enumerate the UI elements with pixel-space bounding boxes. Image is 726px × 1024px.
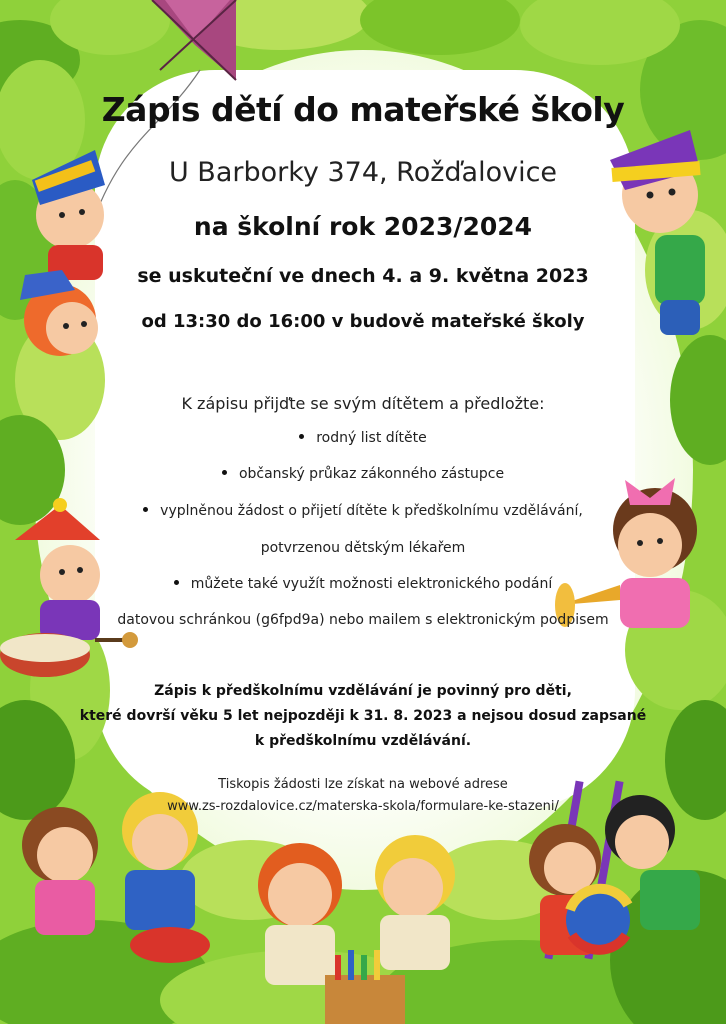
school-year: na školní rok 2023/2024 <box>193 212 533 241</box>
obligatory-notice-line: Zápis k předškolnímu vzdělávání je povinný pro děti, <box>154 683 572 699</box>
obligatory-notice-line: k předškolnímu vzdělávání. <box>254 733 472 749</box>
requirement-item: vyplněnou žádost o přijetí dítěte k předškolnímu vzdělávání, <box>0 503 726 519</box>
form-info-text: Tiskopis žádosti lze získat na webové adrese <box>218 777 508 792</box>
poster-title: Zápis dětí do mateřské školy <box>101 90 625 129</box>
requirement-continuation: datovou schránkou (g6fpd9a) nebo mailem s elektronickým podpisem <box>117 612 609 628</box>
obligatory-notice-line: které dovrší věku 5 let nejpozději k 31. 8. 2023 a nejsou dosud zapsané <box>79 708 647 724</box>
bullet-icon <box>299 434 304 439</box>
school-address: U Barborky 374, Rožďalovice <box>168 157 558 188</box>
requirement-continuation: potvrzenou dětským lékařem <box>260 540 466 556</box>
requirement-item: můžete také využít možnosti elektronického podání <box>0 576 726 592</box>
bullet-icon <box>143 507 148 512</box>
bullet-icon <box>222 470 227 475</box>
requirement-item: rodný list dítěte <box>0 430 726 446</box>
bullet-icon <box>174 580 179 585</box>
requirement-item: občanský průkaz zákonného zástupce <box>0 466 726 482</box>
requirements-intro: K zápisu přijďte se svým dítětem a předložte: <box>181 394 545 413</box>
enrollment-dates: se uskuteční ve dnech 4. a 9. května 2023 <box>137 265 589 287</box>
form-download-link[interactable]: www.zs-rozdalovice.cz/materska-skola/formulare-ke-stazeni/ <box>167 799 559 814</box>
enrollment-time-place: od 13:30 do 16:00 v budově mateřské školy <box>141 311 585 332</box>
